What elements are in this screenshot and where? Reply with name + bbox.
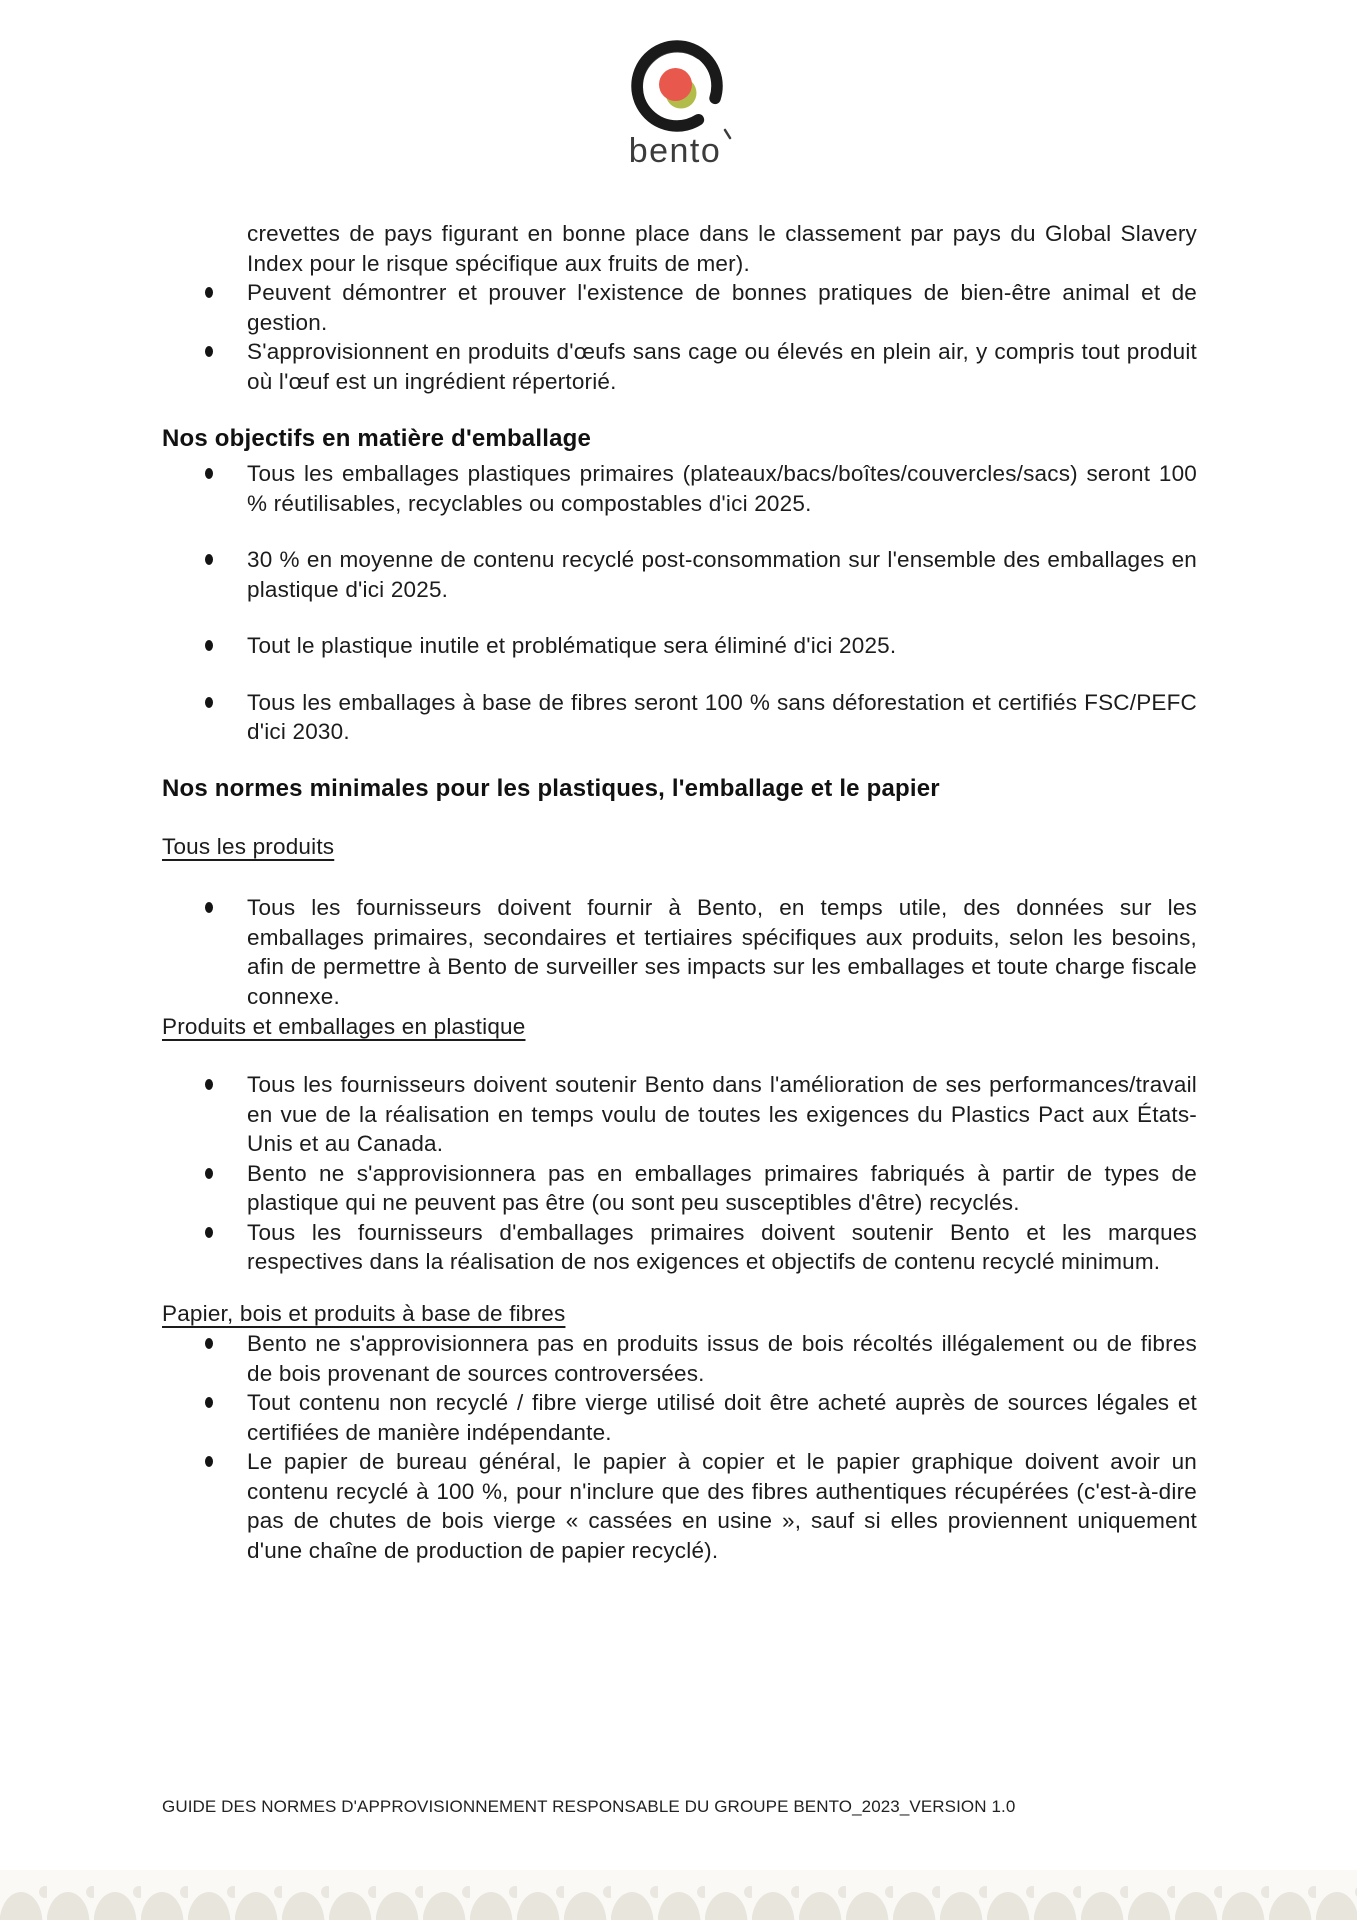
list-item (162, 1329, 1197, 1388)
heading-normes-minimales: Nos normes minimales pour les plastiques, l'emballage et le papier (162, 775, 940, 802)
list-item (162, 545, 1197, 604)
bullet-icon (205, 902, 213, 913)
list-item (162, 688, 1197, 747)
bullet-text: Tout le plastique inutile et problématique sera éliminé d'ici 2025. (247, 633, 897, 658)
bullet-text: Bento ne s'approvisionnera pas en produits issus de bois récoltés illégalement ou de fibres de bois provenant de sources controversées. (247, 1331, 1197, 1386)
paragraph-continuation: crevettes de pays figurant en bonne place dans le classement par pays du Global Slavery Index pour le risque spécifique aux fruits de mer). (247, 221, 1197, 276)
section-produits-plastique (162, 1070, 1197, 1277)
bullet-text: Peuvent démontrer et prouver l'existence de bonnes pratiques de bien-être animal et de gestion. (247, 280, 1197, 335)
bullet-icon (205, 346, 213, 357)
subheading-papier-bois-fibres: Papier, bois et produits à base de fibres (162, 1301, 566, 1326)
list-item (162, 459, 1197, 518)
bullet-text: Tous les fournisseurs doivent fournir à Bento, en temps utile, des données sur les emballages primaires, secondaires et tertiaires spécifiques aux produits, selon les besoins, afin de permettre à Bento de surveiller ses impacts sur les emballages et toute charge fiscale connexe. (247, 895, 1197, 1009)
bullet-icon (205, 697, 213, 708)
bullet-icon (205, 1168, 213, 1179)
bullet-icon (205, 468, 213, 479)
bullet-icon (205, 554, 213, 565)
section-tous-les-produits (162, 893, 1197, 1011)
subheading-produits-plastique: Produits et emballages en plastique (162, 1014, 526, 1039)
egg-pattern-icon (0, 1870, 1357, 1920)
bullet-text: Tous les emballages à base de fibres seront 100 % sans déforestation et certifiés FSC/PEFC d'ici 2030. (247, 689, 1197, 744)
bento-wordmark: bento (628, 132, 721, 169)
bullet-icon (205, 287, 213, 298)
bento-logo-icon (599, 34, 759, 169)
bullet-text: Tous les fournisseurs doivent soutenir Bento dans l'amélioration de ses performances/travail en vue de la réalisation en temps voulu de toutes les exigences du Plastics Pact aux États-Unis et au Canada. (247, 1072, 1197, 1156)
decorative-bottom-border (0, 1870, 1357, 1920)
bullet-icon (205, 1397, 213, 1408)
bullet-text: Tout contenu non recyclé / fibre vierge utilisé doit être acheté auprès de sources légales et certifiées de manière indépendante. (247, 1390, 1197, 1445)
bullet-text: Bento ne s'approvisionnera pas en emballages primaires fabriqués à partir de types de plastique qui ne peuvent pas être (ou sont peu susceptibles d'être) recyclés. (247, 1160, 1197, 1215)
page-footer: GUIDE DES NORMES D'APPROVISIONNEMENT RESPONSABLE DU GROUPE BENTO_2023_VERSION 1.0 (162, 1797, 1016, 1816)
list-item (162, 631, 1197, 661)
list-item (162, 1388, 1197, 1447)
bullet-icon (205, 1456, 213, 1467)
list-item (162, 1159, 1197, 1218)
bullet-icon (205, 1227, 213, 1238)
list-item (162, 1070, 1197, 1159)
section-papier-bois-fibres (162, 1329, 1197, 1565)
bullet-text: 30 % en moyenne de contenu recyclé post-consommation sur l'ensemble des emballages en plastique d'ici 2025. (247, 547, 1197, 602)
bullet-text: Tous les emballages plastiques primaires (plateaux/bacs/boîtes/couvercles/sacs) seront 100 % réutilisables, recyclables ou compostables d'ici 2025. (247, 461, 1197, 516)
list-item (162, 337, 1197, 396)
bullet-icon (205, 1338, 213, 1349)
list-item (162, 1218, 1197, 1277)
bento-logo (0, 34, 1357, 169)
heading-objectifs-emballage: Nos objectifs en matière d'emballage (162, 425, 592, 452)
section-intro (162, 219, 1197, 396)
bullet-text: Le papier de bureau général, le papier à copier et le papier graphique doivent avoir un contenu recyclé à 100 %, pour n'inclure que des fibres authentiques récupérées (c'est-à-dire pas de chutes de bois vierge « cassées en usine », sauf si elles proviennent uniquement d'une chaîne de production de papier recyclé). (247, 1449, 1197, 1563)
section-objectifs (162, 459, 1197, 747)
logo-tick (725, 130, 730, 138)
list-item (162, 893, 1197, 1011)
list-item (162, 278, 1197, 337)
bullet-text: Tous les fournisseurs d'emballages primaires doivent soutenir Bento et les marques respectives dans la réalisation de nos exigences et objectifs de contenu recyclé minimum. (247, 1219, 1197, 1274)
list-item (162, 1447, 1197, 1565)
subheading-tous-les-produits: Tous les produits (162, 834, 335, 859)
bullet-icon (205, 640, 213, 651)
bullet-text: S'approvisionnent en produits d'œufs sans cage ou élevés en plein air, y compris tout produit où l'œuf est un ingrédient répertorié. (247, 339, 1197, 394)
bullet-icon (205, 1079, 213, 1090)
